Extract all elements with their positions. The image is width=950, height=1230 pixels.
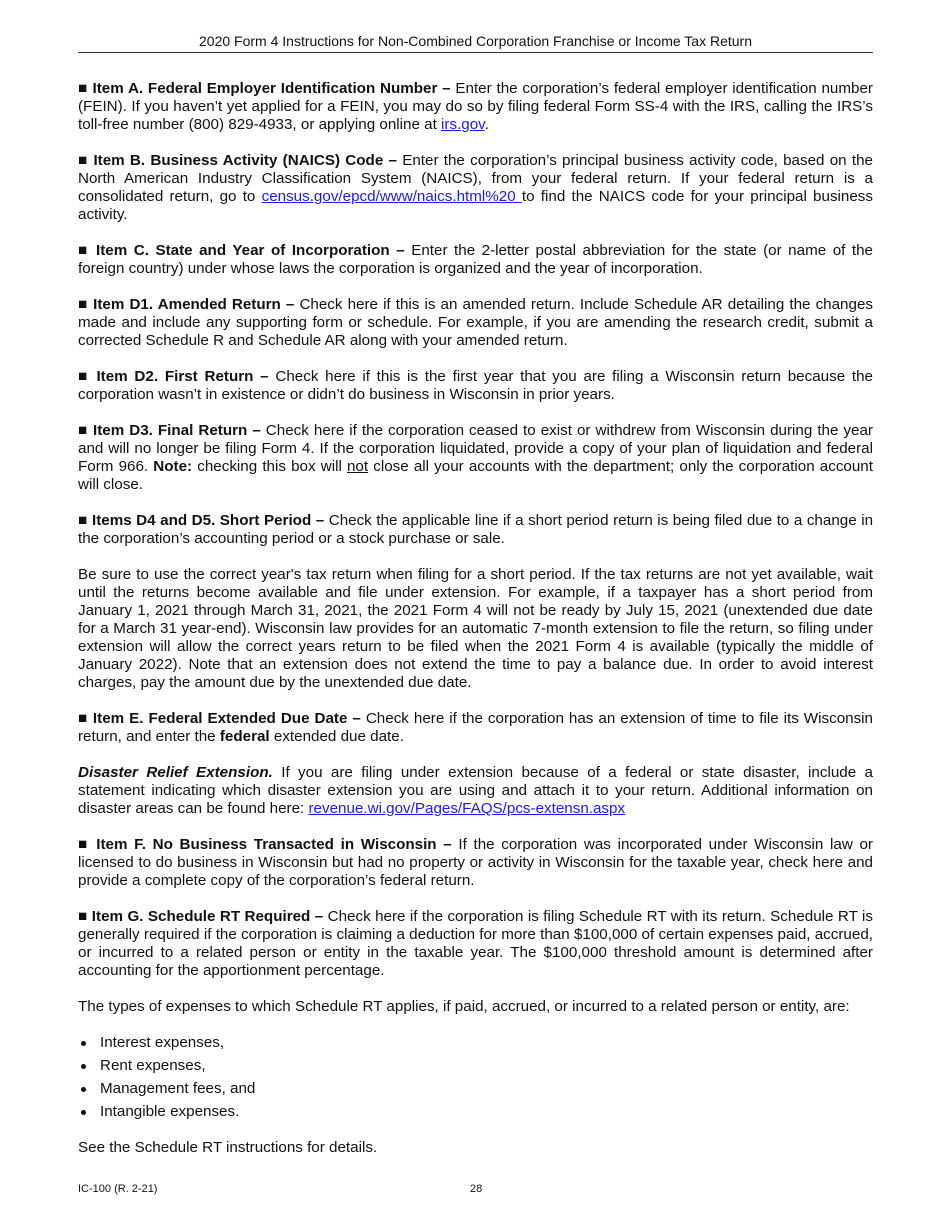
expense-types-intro: The types of expenses to which Schedule RT applies, if paid, accrued, or incurred to a related person or entity, are:	[78, 998, 850, 1015]
document-body	[78, 80, 873, 1175]
irs-gov-link[interactable]: irs.gov	[441, 116, 485, 133]
item-b-text: Enter the corporation’s principal business activity code, based on the North American Industry Classification System (NAICS), from your federal return. If your federal return is a consolidated return, go to	[78, 152, 873, 205]
closing-paragraph: See the Schedule RT instructions for details.	[78, 1139, 378, 1156]
expense-types-list	[78, 1034, 873, 1121]
item-d1-paragraph	[78, 296, 873, 350]
item-d2-paragraph	[78, 368, 873, 404]
list-item: Management fees, and	[78, 1080, 873, 1098]
item-d3-label: ■ Item D3. Final Return –	[78, 422, 261, 439]
item-d3-paragraph: ■ Item D3. Final Return – Check here if the corporation ceased to exist or withdrew from Wisconsin during the year and will no longer be filing Form 4. If the corporation liquidated, provide a copy of your plan of liquidation and federal Form 966. Note: checking this box will not close all your accounts with the department; only the corporation account will close.	[78, 422, 873, 493]
note-label: Note:	[153, 458, 193, 475]
item-b-paragraph: ■ Item B. Business Activity (NAICS) Code – Enter the corporation’s principal business activity code, based on the North American Industry Classification System (NAICS), from your federal return. If your federal return is a consolidated return, go to census.gov/epcd/www/naics.html%20 to find the NAICS code for your principal business activity.	[78, 152, 873, 223]
item-g-paragraph: ■ Item G. Schedule RT Required – Check here if the corporation is filing Schedule RT with its return. Schedule RT is generally required if the corporation is claiming a deduction for more than $100,000 of certain expenses paid, accrued, or incurred to a related person or entity in the taxable year. The $100,000 threshold amount is determined after accounting for the apportionment percentage.	[78, 908, 873, 979]
item-d1-label: ■ Item D1. Amended Return –	[78, 296, 295, 313]
short-period-paragraph: Be sure to use the correct year's tax return when filing for a short period. If the tax returns are not yet available, wait until the returns become available and file under extension. For example, if a taxpayer has a short period from January 1, 2021 through March 31, 2021, the 2021 Form 4 will not be ready by July 15, 2021 (unextended due date for a March 31 year-end). Wisconsin law provides for an automatic 7-month extension to file the return, so filing under extension will allow the correct years return to be filed when the 2021 Form 4 is available (typically the middle of January 2022). Note that an extension does not extend the time to pay a balance due. In order to avoid interest charges, pay the amount due by the unextended due date.	[78, 566, 873, 691]
item-a-paragraph: ■ Item A. Federal Employer Identification Number – Enter the corporation’s federal employer identification number (FEIN). If you haven’t yet applied for a FEIN, you may do so by filing federal Form SS-4 with the IRS, calling the IRS’s toll-free number (800) 829-4933, or applying online at irs.gov.	[78, 80, 873, 133]
item-d1-text: Check here if this is an amended return. Include Schedule AR detailing the changes made and include any supporting form or schedule. For example, if you are amending the research credit, submit a corrected Schedule R and Schedule AR along with your amended return.	[78, 296, 873, 349]
item-f-label: ■ Item F. No Business Transacted in Wisconsin –	[78, 836, 452, 853]
item-c-paragraph	[78, 242, 873, 278]
form-id: IC-100 (R. 2-21)	[78, 1183, 158, 1195]
item-a-label: ■ Item A. Federal Employer Identification Number –	[78, 80, 451, 97]
item-d2-label: ■ Item D2. First Return –	[78, 368, 269, 385]
item-d4-d5-label: ■ Items D4 and D5. Short Period –	[78, 512, 325, 529]
item-a-text: Enter the corporation’s federal employer identification number (FEIN). If you haven’t yet applied for a FEIN, you may do so by filing federal Form SS-4 with the IRS, calling the IRS’s toll-free number (800) 829-4933, or applying online at	[78, 80, 873, 133]
disaster-relief-paragraph: Disaster Relief Extension. If you are filing under extension because of a federal or state disaster, include a statement indicating which disaster extension you are using and attach it to your return. Additional information on disaster areas can be found here: revenue.wi.gov/Pages/FAQS/pcs-extensn.aspx	[78, 764, 873, 817]
disaster-extension-link[interactable]: revenue.wi.gov/Pages/FAQS/pcs-extensn.aspx	[308, 800, 626, 817]
page-number: 28	[470, 1183, 483, 1195]
item-c-label: ■ Item C. State and Year of Incorporation –	[78, 242, 405, 259]
federal-word: federal	[219, 728, 270, 745]
naics-link[interactable]: census.gov/epcd/www/naics.html%20	[261, 188, 522, 205]
item-d2-text: Check here if this is the first year that you are filing a Wisconsin return because the corporation wasn’t in existence or didn’t do business in Wisconsin in prior years.	[78, 368, 874, 403]
list-item: Interest expenses,	[78, 1034, 873, 1052]
item-b-label: ■ Item B. Business Activity (NAICS) Code –	[78, 152, 397, 169]
item-d4-d5-paragraph: ■ Items D4 and D5. Short Period – Check the applicable line if a short period return is being filed due to a change in the corporation’s accounting period or a stock purchase or sale.	[78, 512, 874, 547]
page-header-title: 2020 Form 4 Instructions for Non-Combined Corporation Franchise or Income Tax Return	[78, 33, 873, 53]
item-g-label: ■ Item G. Schedule RT Required –	[78, 908, 324, 925]
item-c-text: Enter the 2-letter postal abbreviation for the state (or name of the foreign country) under whose laws the corporation is organized and the year of incorporation.	[78, 242, 873, 277]
list-item: Intangible expenses.	[78, 1103, 873, 1121]
item-e-paragraph: ■ Item E. Federal Extended Due Date – Check here if the corporation has an extension of time to file its Wisconsin return, and enter the federal extended due date.	[78, 710, 874, 745]
list-item: Rent expenses,	[78, 1057, 873, 1075]
not-word: not	[346, 458, 369, 475]
item-e-label: ■ Item E. Federal Extended Due Date –	[78, 710, 361, 727]
item-f-paragraph: ■ Item F. No Business Transacted in Wisconsin – If the corporation was incorporated under Wisconsin law or licensed to do business in Wisconsin but had no property or activity in Wisconsin for the taxable year, check here and provide a complete copy of the corporation’s federal return.	[78, 836, 873, 889]
disaster-relief-label: Disaster Relief Extension.	[78, 764, 273, 781]
